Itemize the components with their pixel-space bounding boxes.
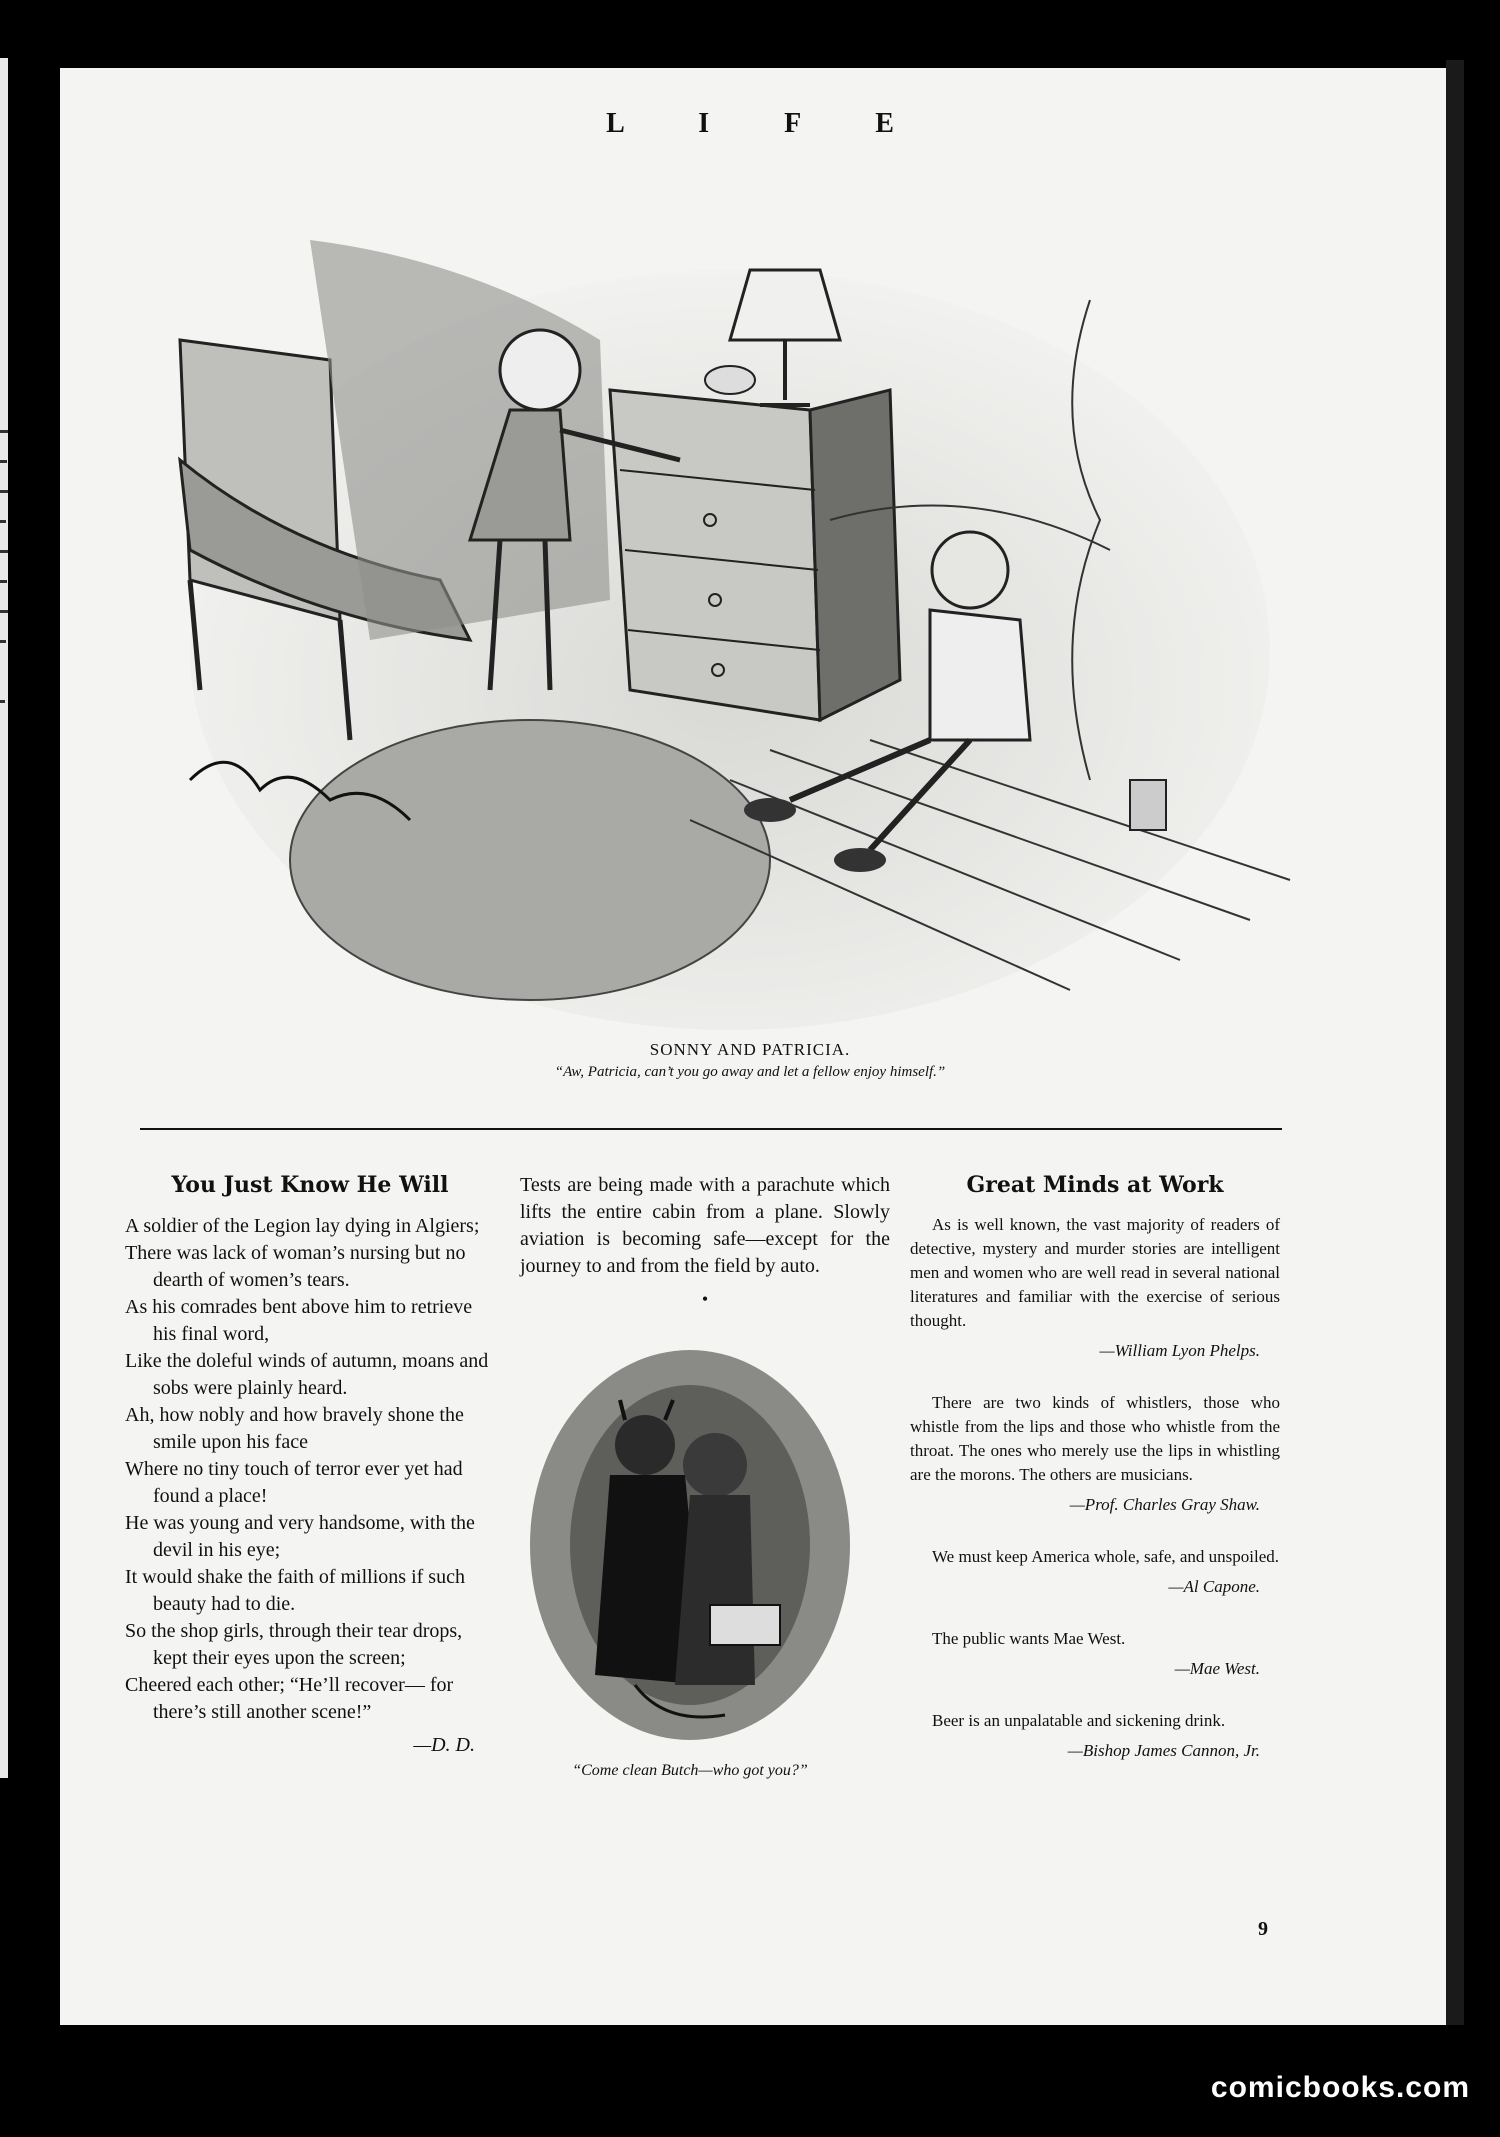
cartoon-title: SONNY AND PATRICIA. bbox=[649, 1040, 851, 1059]
great-minds-heading: Great Minds at Work bbox=[966, 1172, 1224, 1198]
poem-signature: —D. D. bbox=[413, 1734, 475, 1756]
poem-line: Cheered each other; “He’ll recover— for there’s still another scene!” bbox=[125, 1674, 454, 1723]
site-watermark: comicbooks.com bbox=[1210, 2071, 1470, 2104]
quote-text: The public wants Mae West. bbox=[932, 1629, 1126, 1648]
quote-text: As is well known, the vast majority of readers of detective, mystery and murder stories are intelligent men and women who are well read in several national literatures and familiar with the exercise of serious thought. bbox=[910, 1215, 1280, 1330]
quote-attribution: —Bishop James Cannon, Jr. bbox=[1067, 1741, 1260, 1760]
poem-line: Like the doleful winds of autumn, moans and sobs were plainly heard. bbox=[125, 1350, 489, 1399]
poem-line: It would shake the faith of millions if such beauty had to die. bbox=[125, 1566, 465, 1615]
devil-cartoon bbox=[525, 1345, 855, 1745]
poem-heading: You Just Know He Will bbox=[171, 1172, 449, 1198]
quote-block bbox=[910, 1709, 1280, 1763]
poem-line: There was lack of woman’s nursing but no dearth of women’s tears. bbox=[125, 1242, 466, 1291]
quote-block bbox=[910, 1545, 1280, 1599]
poem-column bbox=[125, 1172, 495, 1759]
quote-attribution: —William Lyon Phelps. bbox=[1099, 1341, 1260, 1360]
cartoon-caption: “Aw, Patricia, can’t you go away and let a fellow enjoy himself.” bbox=[554, 1064, 946, 1080]
quote-attribution: —Prof. Charles Gray Shaw. bbox=[1069, 1495, 1260, 1514]
section-divider bbox=[140, 1128, 1282, 1130]
magazine-header: L I F E bbox=[606, 108, 928, 139]
page-number: 9 bbox=[1258, 1918, 1268, 1940]
quote-text: Beer is an unpalatable and sickening drink. bbox=[932, 1711, 1226, 1730]
poem-line: Where no tiny touch of terror ever yet had found a place! bbox=[125, 1458, 463, 1507]
poem-line: A soldier of the Legion lay dying in Algiers; bbox=[125, 1215, 480, 1237]
separator-bullet: • bbox=[701, 1289, 709, 1309]
poem-line: So the shop girls, through their tear drops, kept their eyes upon the screen; bbox=[125, 1620, 463, 1669]
quote-block bbox=[910, 1627, 1280, 1681]
great-minds-column bbox=[910, 1172, 1280, 1791]
poem-line: As his comrades bent above him to retrieve his final word, bbox=[125, 1296, 473, 1345]
quote-block bbox=[910, 1213, 1280, 1363]
sonny-and-patricia-cartoon bbox=[170, 220, 1300, 1040]
devil-cartoon-caption: “Come clean Butch—who got you?” bbox=[572, 1762, 808, 1779]
previous-page-text-fragments bbox=[0, 420, 14, 740]
quote-attribution: —Mae West. bbox=[1174, 1659, 1260, 1678]
quote-attribution: —Al Capone. bbox=[1168, 1577, 1260, 1596]
quote-block bbox=[910, 1391, 1280, 1517]
poem-line: He was young and very handsome, with the devil in his eye; bbox=[125, 1512, 475, 1561]
poem-line: Ah, how nobly and how bravely shone the smile upon his face bbox=[125, 1404, 464, 1453]
previous-page-edge bbox=[0, 58, 8, 1778]
quote-text: We must keep America whole, safe, and unspoiled. bbox=[932, 1547, 1280, 1566]
aviation-column bbox=[520, 1172, 890, 1313]
quote-text: There are two kinds of whistlers, those who whistle from the lips and those who whistle from the throat. The ones who merely use the lips in whistling are the morons. The others are musicians. bbox=[910, 1393, 1280, 1484]
aviation-paragraph: Tests are being made with a parachute which lifts the entire cabin from a plane. Slowly aviation is becoming safe—except for the journey to and from the field by auto. bbox=[520, 1174, 890, 1277]
